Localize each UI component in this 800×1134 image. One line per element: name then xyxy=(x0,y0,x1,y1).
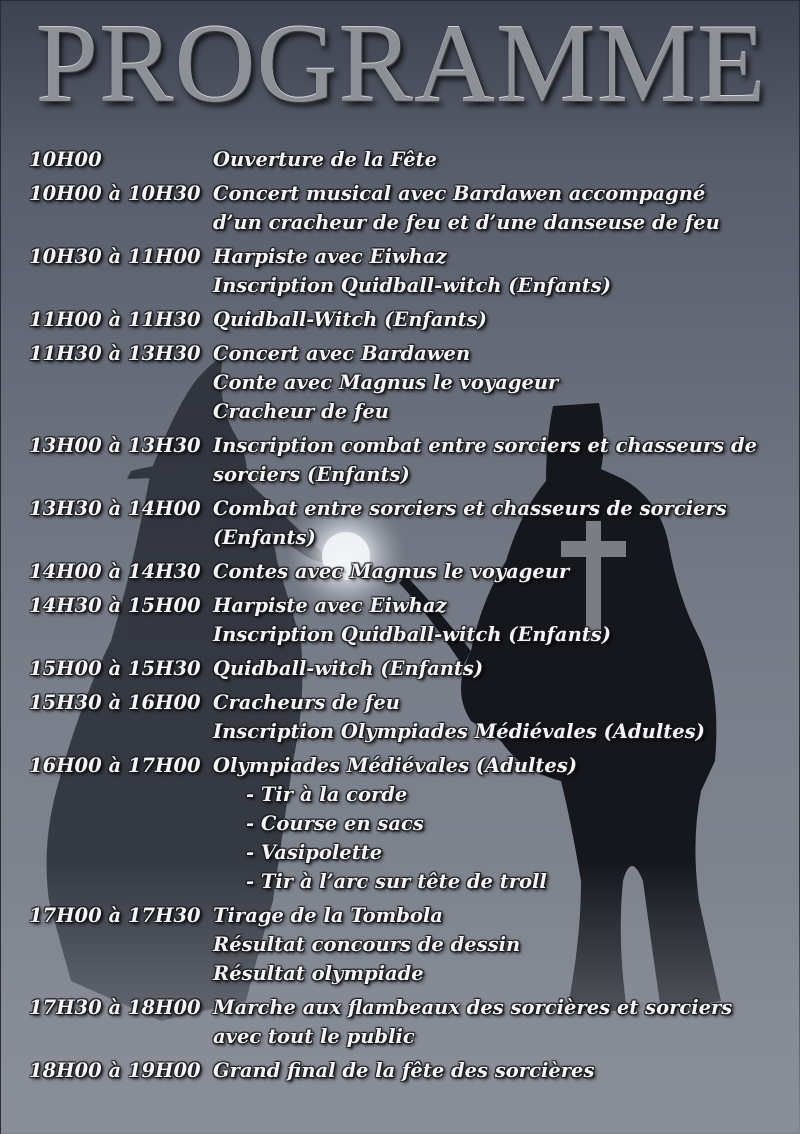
time-slot xyxy=(29,339,213,426)
activity-list xyxy=(213,179,789,237)
schedule-row xyxy=(29,431,789,489)
activity-subitem: - Vasipolette xyxy=(246,841,383,864)
activity-list xyxy=(213,993,789,1051)
schedule-row xyxy=(29,591,789,649)
activity-line: Marche aux flambeaux des sorcières et sorciers xyxy=(213,996,733,1019)
time-slot xyxy=(29,431,213,489)
activity-list xyxy=(213,431,789,489)
activity-line: Quidball-Witch (Enfants) xyxy=(213,308,487,331)
activity-line: Résultat olympiade xyxy=(213,962,424,985)
schedule-row xyxy=(29,751,789,896)
activity-line: sorciers (Enfants) xyxy=(213,463,410,486)
activity-line: avec tout le public xyxy=(213,1025,415,1048)
activity-line: Cracheurs de feu xyxy=(213,691,400,714)
activity-subitem: - Course en sacs xyxy=(246,812,424,835)
activity-list xyxy=(213,339,789,426)
schedule-row xyxy=(29,993,789,1051)
activity-line: Cracheur de feu xyxy=(213,400,389,423)
activity-subitem: - Tir à la corde xyxy=(246,783,408,806)
time-label: 11H30 à 13H30 xyxy=(29,342,201,365)
schedule-row xyxy=(29,145,789,174)
time-slot xyxy=(29,901,213,988)
activity-line: Inscription Quidball-witch (Enfants) xyxy=(213,623,611,646)
activity-list xyxy=(213,145,789,174)
schedule-row xyxy=(29,901,789,988)
schedule-row xyxy=(29,654,789,683)
schedule-row xyxy=(29,1056,789,1085)
activity-list xyxy=(213,688,789,746)
time-slot xyxy=(29,993,213,1051)
time-slot xyxy=(29,145,213,174)
schedule-row xyxy=(29,339,789,426)
schedule-row xyxy=(29,688,789,746)
time-slot xyxy=(29,557,213,586)
activity-line: Harpiste avec Eiwhaz xyxy=(213,594,447,617)
activity-line: d’un cracheur de feu et d’une danseuse de feu xyxy=(213,211,720,234)
activity-line: Ouverture de la Fête xyxy=(213,148,438,171)
time-slot xyxy=(29,305,213,334)
activity-line: Inscription Quidball-witch (Enfants) xyxy=(213,274,611,297)
activity-line: Combat entre sorciers et chasseurs de sorciers xyxy=(213,497,727,520)
activity-list xyxy=(213,305,789,334)
activity-line: Inscription Olympiades Médiévales (Adultes) xyxy=(213,720,705,743)
activity-list xyxy=(213,242,789,300)
activity-line: Grand final de la fête des sorcières xyxy=(213,1059,595,1082)
page-title: PROGRAMME xyxy=(35,2,767,126)
activity-line: Concert musical avec Bardawen accompagné xyxy=(213,182,706,205)
time-slot xyxy=(29,494,213,552)
activity-line: Conte avec Magnus le voyageur xyxy=(213,371,559,394)
time-label: 15H30 à 16H00 xyxy=(29,691,201,714)
activity-list xyxy=(213,654,789,683)
time-label: 16H00 à 17H00 xyxy=(29,754,201,777)
activity-line: Harpiste avec Eiwhaz xyxy=(213,245,447,268)
activity-list xyxy=(213,494,789,552)
time-label: 14H00 à 14H30 xyxy=(29,560,201,583)
activity-subitem: - Tir à l’arc sur tête de troll xyxy=(246,870,547,893)
time-slot xyxy=(29,688,213,746)
activity-line: Quidball-witch (Enfants) xyxy=(213,657,484,680)
time-label: 14H30 à 15H00 xyxy=(29,594,201,617)
activity-list xyxy=(213,557,789,586)
time-slot xyxy=(29,751,213,896)
time-slot xyxy=(29,242,213,300)
time-label: 10H30 à 11H00 xyxy=(29,245,201,268)
activity-line: Tirage de la Tombola xyxy=(213,904,443,927)
activity-line: Inscription combat entre sorciers et chasseurs de xyxy=(213,434,757,457)
time-label: 15H00 à 15H30 xyxy=(29,657,201,680)
time-label: 17H30 à 18H00 xyxy=(29,996,201,1019)
time-label: 17H00 à 17H30 xyxy=(29,904,201,927)
activity-list xyxy=(213,1056,789,1085)
time-label: 13H00 à 13H30 xyxy=(29,434,201,457)
time-label: 13H30 à 14H00 xyxy=(29,497,201,520)
activity-list xyxy=(213,591,789,649)
time-slot xyxy=(29,1056,213,1085)
time-slot xyxy=(29,591,213,649)
activity-line: Olympiades Médiévales (Adultes) xyxy=(213,754,578,777)
time-label: 18H00 à 19H00 xyxy=(29,1059,201,1082)
activity-list xyxy=(213,901,789,988)
schedule-row xyxy=(29,179,789,237)
schedule-list xyxy=(29,145,789,1090)
activity-list xyxy=(213,751,789,896)
time-label: 10H00 à 10H30 xyxy=(29,182,201,205)
activity-line: Contes avec Magnus le voyageur xyxy=(213,560,570,583)
time-slot xyxy=(29,179,213,237)
schedule-row xyxy=(29,494,789,552)
activity-line: Résultat concours de dessin xyxy=(213,933,521,956)
time-label: 10H00 xyxy=(29,148,102,171)
schedule-row xyxy=(29,557,789,586)
activity-line: (Enfants) xyxy=(213,526,316,549)
schedule-row xyxy=(29,305,789,334)
time-label: 11H00 à 11H30 xyxy=(29,308,201,331)
time-slot xyxy=(29,654,213,683)
schedule-row xyxy=(29,242,789,300)
activity-line: Concert avec Bardawen xyxy=(213,342,471,365)
